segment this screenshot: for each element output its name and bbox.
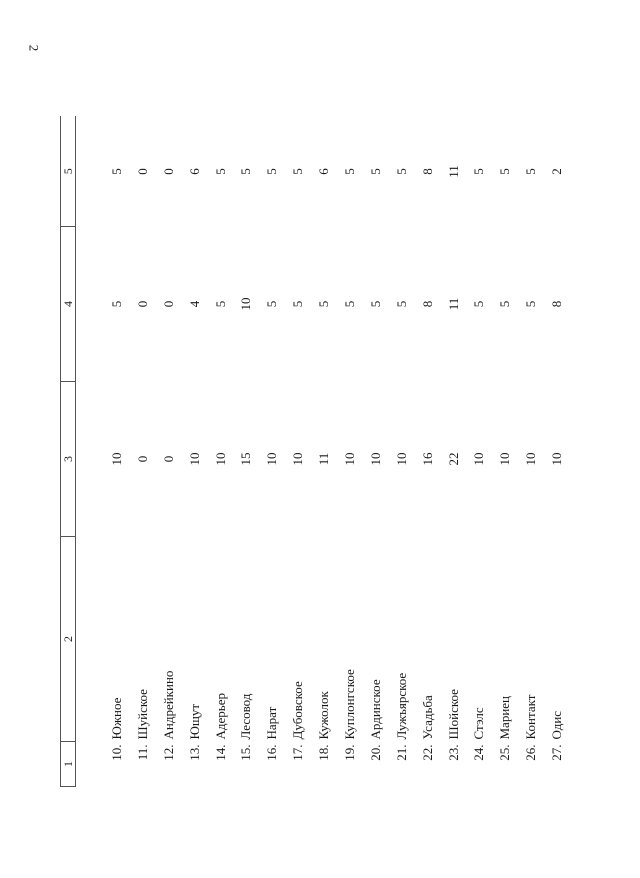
row-number: 11.	[134, 744, 150, 761]
table-row	[441, 117, 467, 787]
row-value-col-5: 5	[290, 168, 306, 175]
row-number: 16.	[264, 744, 280, 761]
row-value-col-4: 5	[341, 300, 357, 308]
row-name: Нарат	[264, 706, 280, 740]
row-value-col-5: 0	[134, 168, 150, 175]
row-number: 17.	[290, 744, 306, 761]
rotated-table-container	[60, 117, 565, 767]
row-number: 15.	[238, 744, 254, 761]
row-number: 27.	[549, 744, 565, 761]
row-number: 25.	[497, 744, 513, 761]
row-value-col-5: 5	[108, 168, 124, 175]
row-number: 18.	[316, 744, 332, 761]
table-row	[518, 117, 544, 787]
table-row	[389, 117, 415, 787]
row-name: Одис	[549, 710, 565, 740]
table-row	[415, 117, 441, 787]
row-value-col-5: 0	[160, 168, 176, 175]
row-value-col-4: 5	[497, 300, 513, 308]
row-value-col-5: 5	[264, 168, 280, 175]
row-value-col-3: 0	[134, 455, 150, 463]
row-name: Шойское	[445, 689, 461, 740]
row-number: 24.	[471, 744, 487, 761]
row-value-col-3: 22	[445, 452, 461, 466]
row-value-col-3: 10	[264, 452, 280, 466]
row-value-col-4: 5	[367, 300, 383, 308]
table-row	[182, 117, 208, 787]
row-value-col-3: 0	[160, 455, 176, 463]
row-name: Южное	[108, 697, 124, 740]
header-col-1: 1	[61, 742, 76, 787]
table-row	[544, 117, 570, 787]
row-number: 19.	[341, 744, 357, 761]
row-value-col-5: 6	[186, 168, 202, 175]
header-col-5: 5	[61, 117, 76, 227]
row-value-col-4: 5	[393, 300, 409, 308]
row-value-col-3: 10	[341, 452, 357, 466]
data-table	[60, 117, 570, 788]
row-value-col-4: 5	[290, 300, 306, 308]
row-value-col-4: 11	[445, 297, 461, 311]
row-value-col-4: 8	[419, 300, 435, 308]
row-value-col-5: 11	[445, 165, 461, 178]
row-name: Дубовское	[290, 681, 306, 740]
row-value-col-3: 10	[290, 452, 306, 466]
row-value-col-4: 8	[549, 300, 565, 308]
row-number: 21.	[393, 744, 409, 761]
header-col-4: 4	[61, 227, 76, 382]
table-row	[492, 117, 518, 787]
row-value-col-5: 5	[212, 168, 228, 175]
row-name: Усадьба	[419, 695, 435, 740]
row-value-col-5: 5	[471, 168, 487, 175]
table-header-row	[61, 117, 76, 787]
row-value-col-3: 10	[471, 452, 487, 466]
row-name: Андрейкино	[160, 670, 176, 740]
table-row	[259, 117, 285, 787]
header-col-3: 3	[61, 382, 76, 537]
row-value-col-3: 10	[497, 452, 513, 466]
row-value-col-3: 15	[238, 452, 254, 466]
row-value-col-5: 8	[419, 168, 435, 175]
row-name: Мариец	[497, 695, 513, 740]
page-number: 2	[26, 44, 42, 52]
row-value-col-3: 16	[419, 452, 435, 466]
table-row	[285, 117, 311, 787]
row-value-col-4: 0	[134, 300, 150, 308]
table-row	[311, 117, 337, 787]
row-value-col-4: 5	[264, 300, 280, 308]
header-col-2: 2	[61, 537, 76, 742]
row-value-col-5: 6	[316, 168, 332, 175]
row-value-col-5: 2	[549, 168, 565, 175]
row-name: Кужолок	[316, 691, 332, 740]
row-value-col-3: 10	[367, 452, 383, 466]
table-landscape	[60, 117, 580, 787]
row-number: 20.	[367, 744, 383, 761]
row-value-col-4: 5	[108, 300, 124, 308]
row-name: Адерьер	[212, 693, 228, 740]
row-value-col-5: 5	[523, 168, 539, 175]
row-number: 10.	[108, 744, 124, 761]
table-row	[233, 117, 259, 787]
row-number: 13.	[186, 744, 202, 761]
row-value-col-4: 5	[316, 300, 332, 308]
row-number: 26.	[523, 744, 539, 761]
row-value-col-4: 5	[471, 300, 487, 308]
row-value-col-3: 11	[316, 452, 332, 466]
row-number: 14.	[212, 744, 228, 761]
row-value-col-4: 10	[238, 297, 254, 311]
row-number: 22.	[419, 744, 435, 761]
row-value-col-4: 5	[212, 300, 228, 308]
row-name: Лесовод	[238, 693, 254, 740]
row-value-col-3: 10	[523, 452, 539, 466]
row-value-col-3: 10	[108, 452, 124, 466]
row-name: Стэлс	[471, 707, 487, 740]
table-row	[363, 117, 389, 787]
row-value-col-5: 5	[341, 168, 357, 175]
row-value-col-4: 5	[523, 300, 539, 308]
table-row	[337, 117, 363, 787]
table-row	[466, 117, 492, 787]
row-value-col-3: 10	[549, 452, 565, 466]
row-value-col-4: 0	[160, 300, 176, 308]
table-spacer-row	[76, 117, 105, 787]
table-row	[130, 117, 156, 787]
row-name: Ющут	[186, 703, 202, 740]
row-value-col-3: 10	[393, 452, 409, 466]
row-name: Куплонгское	[341, 669, 357, 740]
table-row	[208, 117, 234, 787]
row-value-col-5: 5	[497, 168, 513, 175]
row-name: Шуйское	[134, 689, 150, 740]
table-body	[76, 117, 571, 787]
row-number: 23.	[445, 744, 461, 761]
row-name: Ардинское	[367, 679, 383, 740]
row-number: 12.	[160, 744, 176, 761]
row-value-col-3: 10	[212, 452, 228, 466]
row-name: Контакт	[523, 694, 539, 740]
table-row	[156, 117, 182, 787]
table-row	[104, 117, 130, 787]
row-value-col-3: 10	[186, 452, 202, 466]
row-value-col-4: 4	[186, 300, 202, 308]
row-value-col-5: 5	[238, 168, 254, 175]
row-value-col-5: 5	[393, 168, 409, 175]
row-name: Лужъярское	[393, 672, 409, 740]
row-value-col-5: 5	[367, 168, 383, 175]
